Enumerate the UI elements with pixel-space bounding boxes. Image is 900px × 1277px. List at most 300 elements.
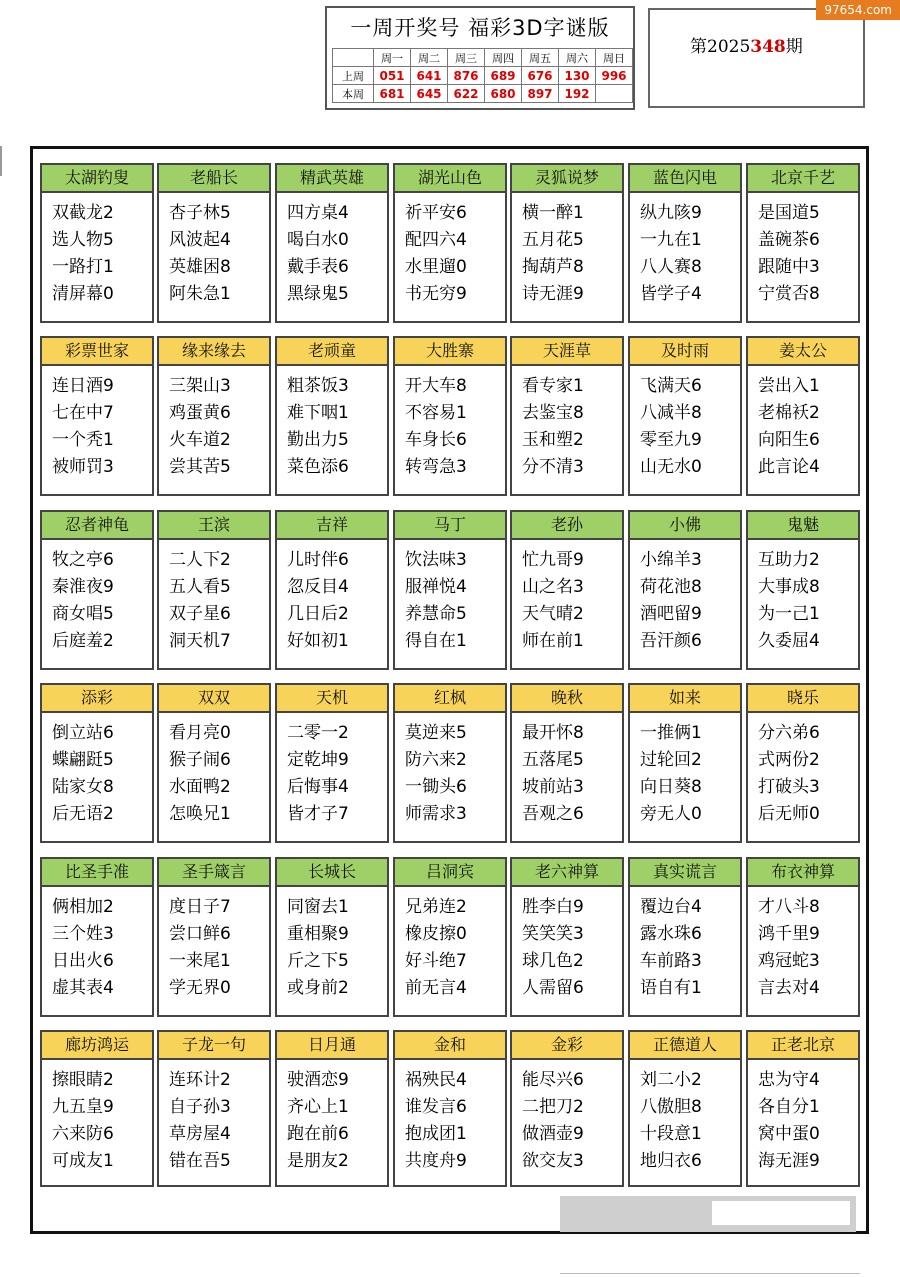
riddle-lines	[630, 193, 740, 308]
riddle-author: 蓝色闪电	[630, 165, 740, 193]
riddle-author: 及时雨	[630, 338, 740, 366]
riddle-line: 水里遛0	[405, 257, 467, 277]
riddle-line: 黑绿鬼5	[287, 284, 349, 304]
riddle-lines	[395, 713, 505, 828]
day-header: 周六	[559, 49, 596, 67]
riddle-card	[393, 1030, 507, 1187]
riddle-line: 山无水0	[640, 457, 702, 477]
riddle-line: 师在前1	[522, 631, 584, 651]
riddle-author: 马丁	[395, 512, 505, 540]
riddle-line: 开大车8	[405, 376, 467, 396]
riddle-card	[157, 510, 271, 670]
riddle-line: 自子孙3	[169, 1097, 231, 1117]
riddle-line: 各自分1	[758, 1097, 820, 1117]
riddle-card	[510, 163, 624, 323]
riddle-card	[628, 683, 742, 843]
draw-number: 676	[522, 67, 559, 85]
riddle-lines	[159, 1060, 269, 1175]
riddle-card	[393, 857, 507, 1017]
riddle-lines	[277, 366, 387, 481]
riddle-line: 荷花池8	[640, 577, 702, 597]
riddle-line: 后无语2	[52, 804, 114, 824]
riddle-author: 布衣神算	[748, 859, 858, 887]
riddle-line: 玉和塑2	[522, 430, 584, 450]
riddle-line: 盖碗茶6	[758, 230, 820, 250]
riddle-author: 长城长	[277, 859, 387, 887]
riddle-line: 后庭羞2	[52, 631, 114, 651]
riddle-card	[510, 857, 624, 1017]
riddle-line: 尝出入1	[758, 376, 820, 396]
weekday-row	[333, 49, 633, 67]
riddle-card	[746, 336, 860, 496]
riddle-line: 擦眼睛2	[52, 1070, 114, 1090]
weekly-draw-panel	[325, 6, 635, 110]
riddle-line: 虚其表4	[52, 978, 114, 998]
riddle-card	[510, 510, 624, 670]
riddle-line: 连日酒9	[52, 376, 114, 396]
riddle-line: 学无界0	[169, 978, 231, 998]
riddle-line: 八傲胆8	[640, 1097, 702, 1117]
day-header: 周五	[522, 49, 559, 67]
riddle-line: 一锄头6	[405, 777, 467, 797]
riddle-line: 莫逆来5	[405, 723, 467, 743]
riddle-card	[628, 857, 742, 1017]
riddle-line: 一来尾1	[169, 951, 231, 971]
riddle-line: 飞满天6	[640, 376, 702, 396]
riddle-author: 大胜寨	[395, 338, 505, 366]
riddle-line: 久委屈4	[758, 631, 820, 651]
riddle-line: 斤之下5	[287, 951, 349, 971]
riddle-lines	[630, 1060, 740, 1175]
riddle-line: 为一己1	[758, 604, 820, 624]
riddle-line: 做酒壶9	[522, 1124, 584, 1144]
riddle-line: 秦淮夜9	[52, 577, 114, 597]
riddle-line: 窝中蛋0	[758, 1124, 820, 1144]
riddle-line: 一九在1	[640, 230, 702, 250]
riddle-line: 连环计2	[169, 1070, 231, 1090]
riddle-line: 五人看5	[169, 577, 231, 597]
riddle-line: 英雄困8	[169, 257, 231, 277]
riddle-line: 重相聚9	[287, 924, 349, 944]
riddle-author: 双双	[159, 685, 269, 713]
riddle-line: 大事成8	[758, 577, 820, 597]
riddle-line: 笑笑笑3	[522, 924, 584, 944]
riddle-author: 晚秋	[512, 685, 622, 713]
riddle-line: 鸿千里9	[758, 924, 820, 944]
riddle-line: 抱成团1	[405, 1124, 467, 1144]
riddle-line: 得自在1	[405, 631, 467, 651]
riddle-lines	[512, 1060, 622, 1175]
riddle-card	[157, 336, 271, 496]
riddle-author: 红枫	[395, 685, 505, 713]
riddle-author: 鬼魅	[748, 512, 858, 540]
riddle-lines	[748, 193, 858, 308]
riddle-line: 勤出力5	[287, 430, 349, 450]
riddle-line: 水面鸭2	[169, 777, 231, 797]
riddle-lines	[395, 887, 505, 1002]
riddle-author: 如来	[630, 685, 740, 713]
riddle-card	[628, 510, 742, 670]
riddle-lines	[395, 1060, 505, 1175]
riddle-line: 语自有1	[640, 978, 702, 998]
riddle-card	[157, 1030, 271, 1187]
riddle-card	[628, 163, 742, 323]
riddle-author: 姜太公	[748, 338, 858, 366]
riddle-author: 太湖钓叟	[42, 165, 152, 193]
riddle-line: 看月亮0	[169, 723, 231, 743]
riddle-line: 饮法味3	[405, 550, 467, 570]
day-header: 周二	[411, 49, 448, 67]
riddle-line: 皆学子4	[640, 284, 702, 304]
riddle-author: 圣手箴言	[159, 859, 269, 887]
riddle-lines	[159, 366, 269, 481]
riddle-lines	[159, 193, 269, 308]
riddle-line: 洞天机7	[169, 631, 231, 651]
riddle-line: 转弯急3	[405, 457, 467, 477]
riddle-line: 能尽兴6	[522, 1070, 584, 1090]
this-week-row	[333, 85, 633, 103]
riddle-card	[157, 857, 271, 1017]
riddle-author: 老孙	[512, 512, 622, 540]
riddle-author: 王滨	[159, 512, 269, 540]
riddle-line: 难下咽1	[287, 403, 349, 423]
riddle-card	[275, 1030, 389, 1187]
riddle-line: 火车道2	[169, 430, 231, 450]
riddle-card	[275, 163, 389, 323]
issue-number	[690, 32, 803, 57]
riddle-line: 四方桌4	[287, 203, 349, 223]
draw-number: 130	[559, 67, 596, 85]
riddle-line: 分不清3	[522, 457, 584, 477]
riddle-line: 怎唤兄1	[169, 804, 231, 824]
riddle-line: 祈平安6	[405, 203, 467, 223]
riddle-line: 几日后2	[287, 604, 349, 624]
day-header: 周四	[485, 49, 522, 67]
riddle-line: 驶酒恋9	[287, 1070, 349, 1090]
riddle-author: 北京千艺	[748, 165, 858, 193]
riddle-line: 二把刀2	[522, 1097, 584, 1117]
riddle-line: 最开怀8	[522, 723, 584, 743]
riddle-lines	[512, 193, 622, 308]
riddle-lines	[630, 540, 740, 655]
weekly-draw-table	[332, 48, 633, 103]
riddle-line: 零至九9	[640, 430, 702, 450]
riddle-line: 球几色2	[522, 951, 584, 971]
riddle-line: 祸殃民4	[405, 1070, 467, 1090]
riddle-lines	[277, 193, 387, 308]
riddle-line: 十段意1	[640, 1124, 702, 1144]
riddle-line: 掏葫芦8	[522, 257, 584, 277]
riddle-line: 刘二小2	[640, 1070, 702, 1090]
riddle-line: 粗茶饭3	[287, 376, 349, 396]
issue-prefix: 第2025	[690, 37, 751, 57]
riddle-line: 分六弟6	[758, 723, 820, 743]
riddle-line: 五月花5	[522, 230, 584, 250]
riddle-line: 互助力2	[758, 550, 820, 570]
riddle-line: 打破头3	[758, 777, 820, 797]
riddle-lines	[748, 713, 858, 828]
day-header: 周一	[374, 49, 411, 67]
riddle-card	[628, 336, 742, 496]
riddle-line: 车身长6	[405, 430, 467, 450]
riddle-author: 金和	[395, 1032, 505, 1060]
riddle-card	[40, 163, 154, 323]
draw-number: 645	[411, 85, 448, 103]
day-header: 周日	[596, 49, 633, 67]
riddle-line: 二人下2	[169, 550, 231, 570]
riddle-lines	[159, 540, 269, 655]
riddle-lines	[42, 887, 152, 1002]
riddle-lines	[748, 887, 858, 1002]
riddle-line: 兄弟连2	[405, 897, 467, 917]
riddle-line: 鸡蛋黄6	[169, 403, 231, 423]
riddle-author: 吉祥	[277, 512, 387, 540]
riddle-line: 跟随中3	[758, 257, 820, 277]
riddle-line: 酒吧留9	[640, 604, 702, 624]
riddle-author: 金彩	[512, 1032, 622, 1060]
riddle-author: 添彩	[42, 685, 152, 713]
riddle-line: 牧之亭6	[52, 550, 114, 570]
riddle-line: 尝口鲜6	[169, 924, 231, 944]
riddle-lines	[512, 366, 622, 481]
riddle-author: 缘来缘去	[159, 338, 269, 366]
draw-number: 641	[411, 67, 448, 85]
riddle-line: 是国道5	[758, 203, 820, 223]
riddle-line: 一个秃1	[52, 430, 114, 450]
riddle-lines	[277, 887, 387, 1002]
riddle-line: 去鉴宝8	[522, 403, 584, 423]
riddle-line: 双子星6	[169, 604, 231, 624]
riddle-line: 错在吾5	[169, 1151, 231, 1171]
riddle-line: 八减半8	[640, 403, 702, 423]
riddle-card	[275, 510, 389, 670]
riddle-lines	[42, 1060, 152, 1175]
riddle-line: 陆家女8	[52, 777, 114, 797]
riddle-line: 一路打1	[52, 257, 114, 277]
riddle-line: 山之名3	[522, 577, 584, 597]
draw-number: 192	[559, 85, 596, 103]
riddle-line: 度日子7	[169, 897, 231, 917]
riddle-line: 服禅悦4	[405, 577, 467, 597]
riddle-grid	[30, 146, 869, 1234]
riddle-line: 忽反目4	[287, 577, 349, 597]
riddle-line: 七在中7	[52, 403, 114, 423]
riddle-card	[275, 336, 389, 496]
riddle-line: 阿朱急1	[169, 284, 231, 304]
riddle-line: 老棉袄2	[758, 403, 820, 423]
riddle-card	[393, 163, 507, 323]
riddle-line: 坡前站3	[522, 777, 584, 797]
riddle-line: 天气晴2	[522, 604, 584, 624]
riddle-line: 言去对4	[758, 978, 820, 998]
draw-number: 680	[485, 85, 522, 103]
riddle-line: 戴手表6	[287, 257, 349, 277]
riddle-author: 真实谎言	[630, 859, 740, 887]
riddle-line: 倒立站6	[52, 723, 114, 743]
riddle-card	[40, 510, 154, 670]
riddle-line: 好斗绝7	[405, 951, 467, 971]
riddle-author: 比圣手准	[42, 859, 152, 887]
riddle-card	[746, 1030, 860, 1187]
riddle-lines	[748, 540, 858, 655]
footer-field	[712, 1201, 850, 1225]
riddle-line: 看专家1	[522, 376, 584, 396]
riddle-author: 天机	[277, 685, 387, 713]
row-label: 上周	[333, 67, 374, 85]
riddle-line: 共度舟9	[405, 1151, 467, 1171]
bottom-divider	[560, 1273, 860, 1274]
riddle-line: 清屏幕0	[52, 284, 114, 304]
riddle-lines	[277, 1060, 387, 1175]
riddle-line: 好如初1	[287, 631, 349, 651]
riddle-lines	[512, 887, 622, 1002]
riddle-lines	[512, 713, 622, 828]
riddle-line: 不容易1	[405, 403, 467, 423]
riddle-lines	[630, 887, 740, 1002]
draw-number: 876	[448, 67, 485, 85]
riddle-line: 欲交友3	[522, 1151, 584, 1171]
riddle-line: 皆才子7	[287, 804, 349, 824]
riddle-line: 日出火6	[52, 951, 114, 971]
riddle-author: 彩票世家	[42, 338, 152, 366]
riddle-lines	[42, 713, 152, 828]
riddle-line: 小绵羊3	[640, 550, 702, 570]
riddle-line: 露水珠6	[640, 924, 702, 944]
riddle-card	[628, 1030, 742, 1187]
riddle-line: 猴子闹6	[169, 750, 231, 770]
row-label: 本周	[333, 85, 374, 103]
riddle-line: 配四六4	[405, 230, 467, 250]
riddle-card	[40, 336, 154, 496]
riddle-line: 忙九哥9	[522, 550, 584, 570]
site-watermark[interactable]: 97654.com	[816, 0, 900, 20]
issue-panel	[648, 8, 865, 108]
riddle-author: 吕洞宾	[395, 859, 505, 887]
riddle-line: 书无穷9	[405, 284, 467, 304]
riddle-card	[157, 683, 271, 843]
riddle-lines	[630, 366, 740, 481]
last-week-row	[333, 67, 633, 85]
draw-number: 996	[596, 67, 633, 85]
riddle-card	[275, 857, 389, 1017]
riddle-line: 或身前2	[287, 978, 349, 998]
riddle-card	[746, 163, 860, 323]
riddle-line: 九五皇9	[52, 1097, 114, 1117]
riddle-card	[746, 510, 860, 670]
riddle-line: 定乾坤9	[287, 750, 349, 770]
riddle-card	[746, 683, 860, 843]
riddle-line: 八人赛8	[640, 257, 702, 277]
riddle-author: 精武英雄	[277, 165, 387, 193]
riddle-author: 晓乐	[748, 685, 858, 713]
riddle-card	[393, 510, 507, 670]
riddle-lines	[395, 366, 505, 481]
footer-bar	[560, 1196, 856, 1232]
riddle-line: 二零一2	[287, 723, 349, 743]
riddle-line: 才八斗8	[758, 897, 820, 917]
riddle-line: 喝白水0	[287, 230, 349, 250]
draw-number: 622	[448, 85, 485, 103]
riddle-card	[510, 336, 624, 496]
riddle-line: 过轮回2	[640, 750, 702, 770]
riddle-author: 廊坊鸿运	[42, 1032, 152, 1060]
riddle-line: 后无师0	[758, 804, 820, 824]
riddle-line: 六来防6	[52, 1124, 114, 1144]
riddle-line: 诗无涯9	[522, 284, 584, 304]
riddle-author: 湖光山色	[395, 165, 505, 193]
draw-number: 681	[374, 85, 411, 103]
riddle-line: 被师罚3	[52, 457, 114, 477]
riddle-lines	[42, 540, 152, 655]
riddle-author: 正德道人	[630, 1032, 740, 1060]
riddle-line: 草房屋4	[169, 1124, 231, 1144]
riddle-line: 车前路3	[640, 951, 702, 971]
riddle-author: 老顽童	[277, 338, 387, 366]
riddle-lines	[42, 366, 152, 481]
riddle-line: 吾观之6	[522, 804, 584, 824]
riddle-line: 同窗去1	[287, 897, 349, 917]
issue-suffix: 期	[785, 37, 803, 57]
riddle-lines	[159, 887, 269, 1002]
riddle-line: 俩相加2	[52, 897, 114, 917]
riddle-author: 忍者神龟	[42, 512, 152, 540]
riddle-line: 三个姓3	[52, 924, 114, 944]
riddle-line: 覆边台4	[640, 897, 702, 917]
riddle-card	[393, 336, 507, 496]
riddle-card	[510, 683, 624, 843]
riddle-line: 齐心上1	[287, 1097, 349, 1117]
draw-number	[596, 85, 633, 103]
riddle-line: 地归衣6	[640, 1151, 702, 1171]
riddle-line: 风波起4	[169, 230, 231, 250]
riddle-line: 横一醉1	[522, 203, 584, 223]
riddle-line: 尝其苦5	[169, 457, 231, 477]
day-header: 周三	[448, 49, 485, 67]
riddle-author: 灵狐说梦	[512, 165, 622, 193]
draw-number: 051	[374, 67, 411, 85]
riddle-card	[275, 683, 389, 843]
riddle-lines	[395, 540, 505, 655]
riddle-lines	[42, 193, 152, 308]
riddle-card	[40, 683, 154, 843]
riddle-lines	[395, 193, 505, 308]
riddle-card	[40, 857, 154, 1017]
riddle-card	[157, 163, 271, 323]
riddle-lines	[512, 540, 622, 655]
riddle-line: 谁发言6	[405, 1097, 467, 1117]
riddle-line: 向阳生6	[758, 430, 820, 450]
riddle-lines	[277, 540, 387, 655]
riddle-line: 此言论4	[758, 457, 820, 477]
riddle-lines	[159, 713, 269, 828]
riddle-card	[510, 1030, 624, 1187]
riddle-line: 养慧命5	[405, 604, 467, 624]
riddle-lines	[277, 713, 387, 828]
riddle-line: 纵九陔9	[640, 203, 702, 223]
riddle-author: 子龙一句	[159, 1032, 269, 1060]
weekly-draw-title: 一周开奖号 福彩3D字谜版	[350, 16, 610, 40]
riddle-line: 人需留6	[522, 978, 584, 998]
riddle-line: 菜色添6	[287, 457, 349, 477]
riddle-line: 师需求3	[405, 804, 467, 824]
riddle-line: 前无言4	[405, 978, 467, 998]
draw-number: 897	[522, 85, 559, 103]
riddle-line: 式两份2	[758, 750, 820, 770]
riddle-line: 杏子林5	[169, 203, 231, 223]
riddle-author: 日月通	[277, 1032, 387, 1060]
riddle-line: 可成友1	[52, 1151, 114, 1171]
riddle-line: 旁无人0	[640, 804, 702, 824]
